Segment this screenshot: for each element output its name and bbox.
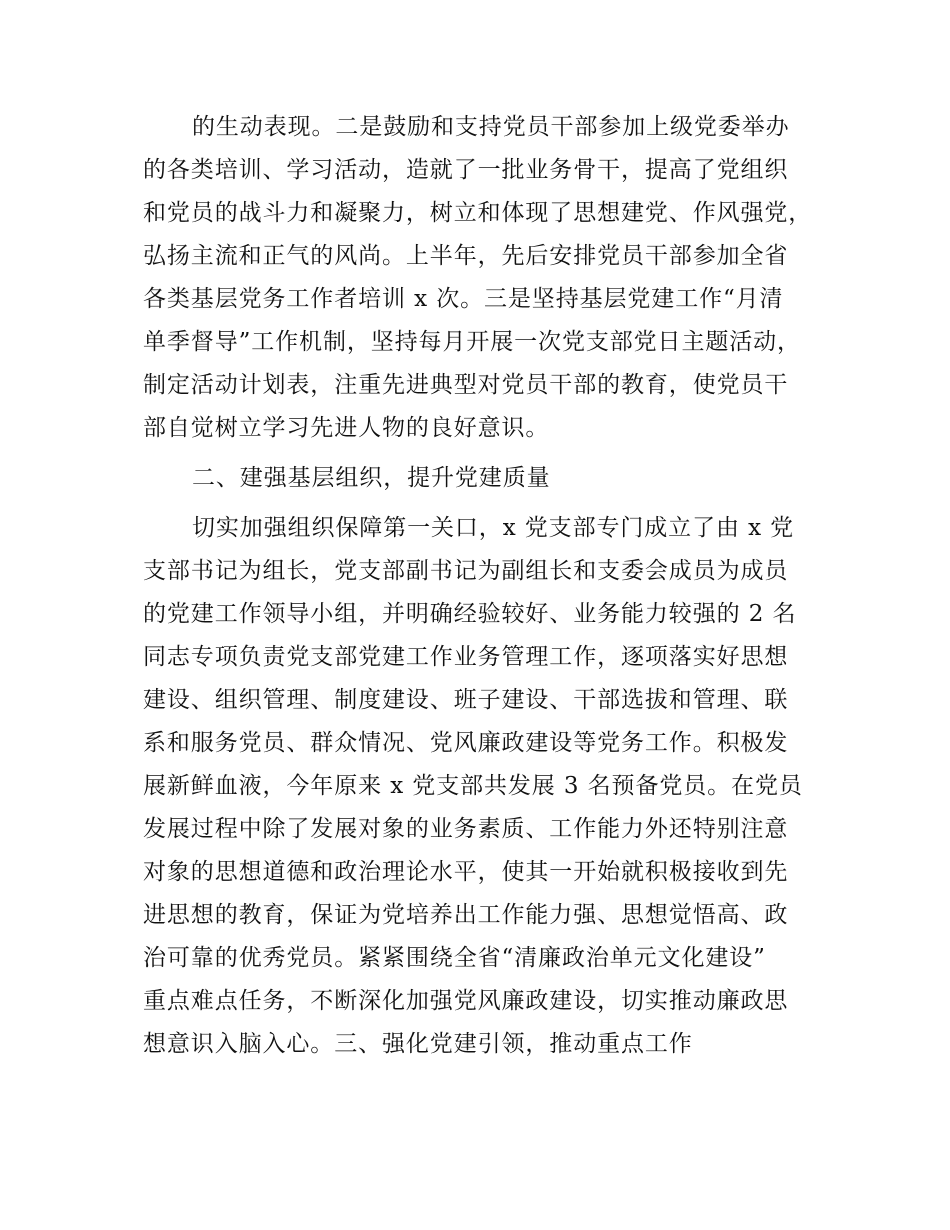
paragraph-line: 和党员的战斗力和凝聚力，树立和体现了思想建党、作风强党， bbox=[143, 200, 813, 226]
paragraph-line: 发展过程中除了发展对象的业务素质、工作能力外还特别注意 bbox=[143, 816, 789, 842]
paragraph-line: 的生动表现。二是鼓励和支持党员干部参加上级党委举办 bbox=[192, 114, 790, 140]
paragraph-line: 同志专项负责党支部党建工作业务管理工作，逐项落实好思想 bbox=[143, 644, 789, 670]
paragraph-line: 系和服务党员、群众情况、党风廉政建设等党务工作。积极发 bbox=[143, 730, 789, 756]
paragraph-line: 治可靠的优秀党员。紧紧围绕全省“清廉政治单元文化建设” bbox=[143, 945, 766, 971]
paragraph-line: 支部书记为组长，党支部副书记为副组长和支委会成员为成员 bbox=[143, 558, 789, 584]
paragraph-line: 重点难点任务，不断深化加强党风廉政建设，切实推动廉政思 bbox=[143, 988, 789, 1014]
paragraph-line: 的党建工作领导小组，并明确经验较好、业务能力较强的 2 名 bbox=[143, 601, 797, 627]
paragraph-line: 制定活动计划表，注重先进典型对党员干部的教育，使党员干 bbox=[143, 372, 789, 398]
paragraph-line: 弘扬主流和正气的风尚。上半年，先后安排党员干部参加全省 bbox=[143, 243, 789, 269]
paragraph-line: 切实加强组织保障第一关口，x 党支部专门成立了由 x 党 bbox=[192, 515, 795, 541]
paragraph-line: 各类基层党务工作者培训 x 次。三是坚持基层党建工作“月清 bbox=[143, 286, 784, 312]
paragraph-line: 对象的思想道德和政治理论水平，使其一开始就积极接收到先 bbox=[143, 859, 789, 885]
paragraph-line: 想意识入脑入心。三、强化党建引领，推动重点工作 bbox=[143, 1031, 693, 1057]
paragraph-line: 展新鲜血液，今年原来 x 党支部共发展 3 名预备党员。在党员 bbox=[143, 773, 803, 799]
section-heading: 二、建强基层组织，提升党建质量 bbox=[192, 465, 551, 491]
paragraph-line: 进思想的教育，保证为党培养出工作能力强、思想觉悟高、政 bbox=[143, 902, 789, 928]
paragraph-line: 建设、组织管理、制度建设、班子建设、干部选拔和管理、联 bbox=[143, 687, 789, 713]
paragraph-line: 的各类培训、学习活动，造就了一批业务骨干，提高了党组织 bbox=[143, 157, 789, 183]
paragraph-line: 单季督导”工作机制，坚持每月开展一次党支部党日主题活动， bbox=[143, 329, 801, 355]
paragraph-line: 部自觉树立学习先进人物的良好意识。 bbox=[143, 415, 550, 441]
